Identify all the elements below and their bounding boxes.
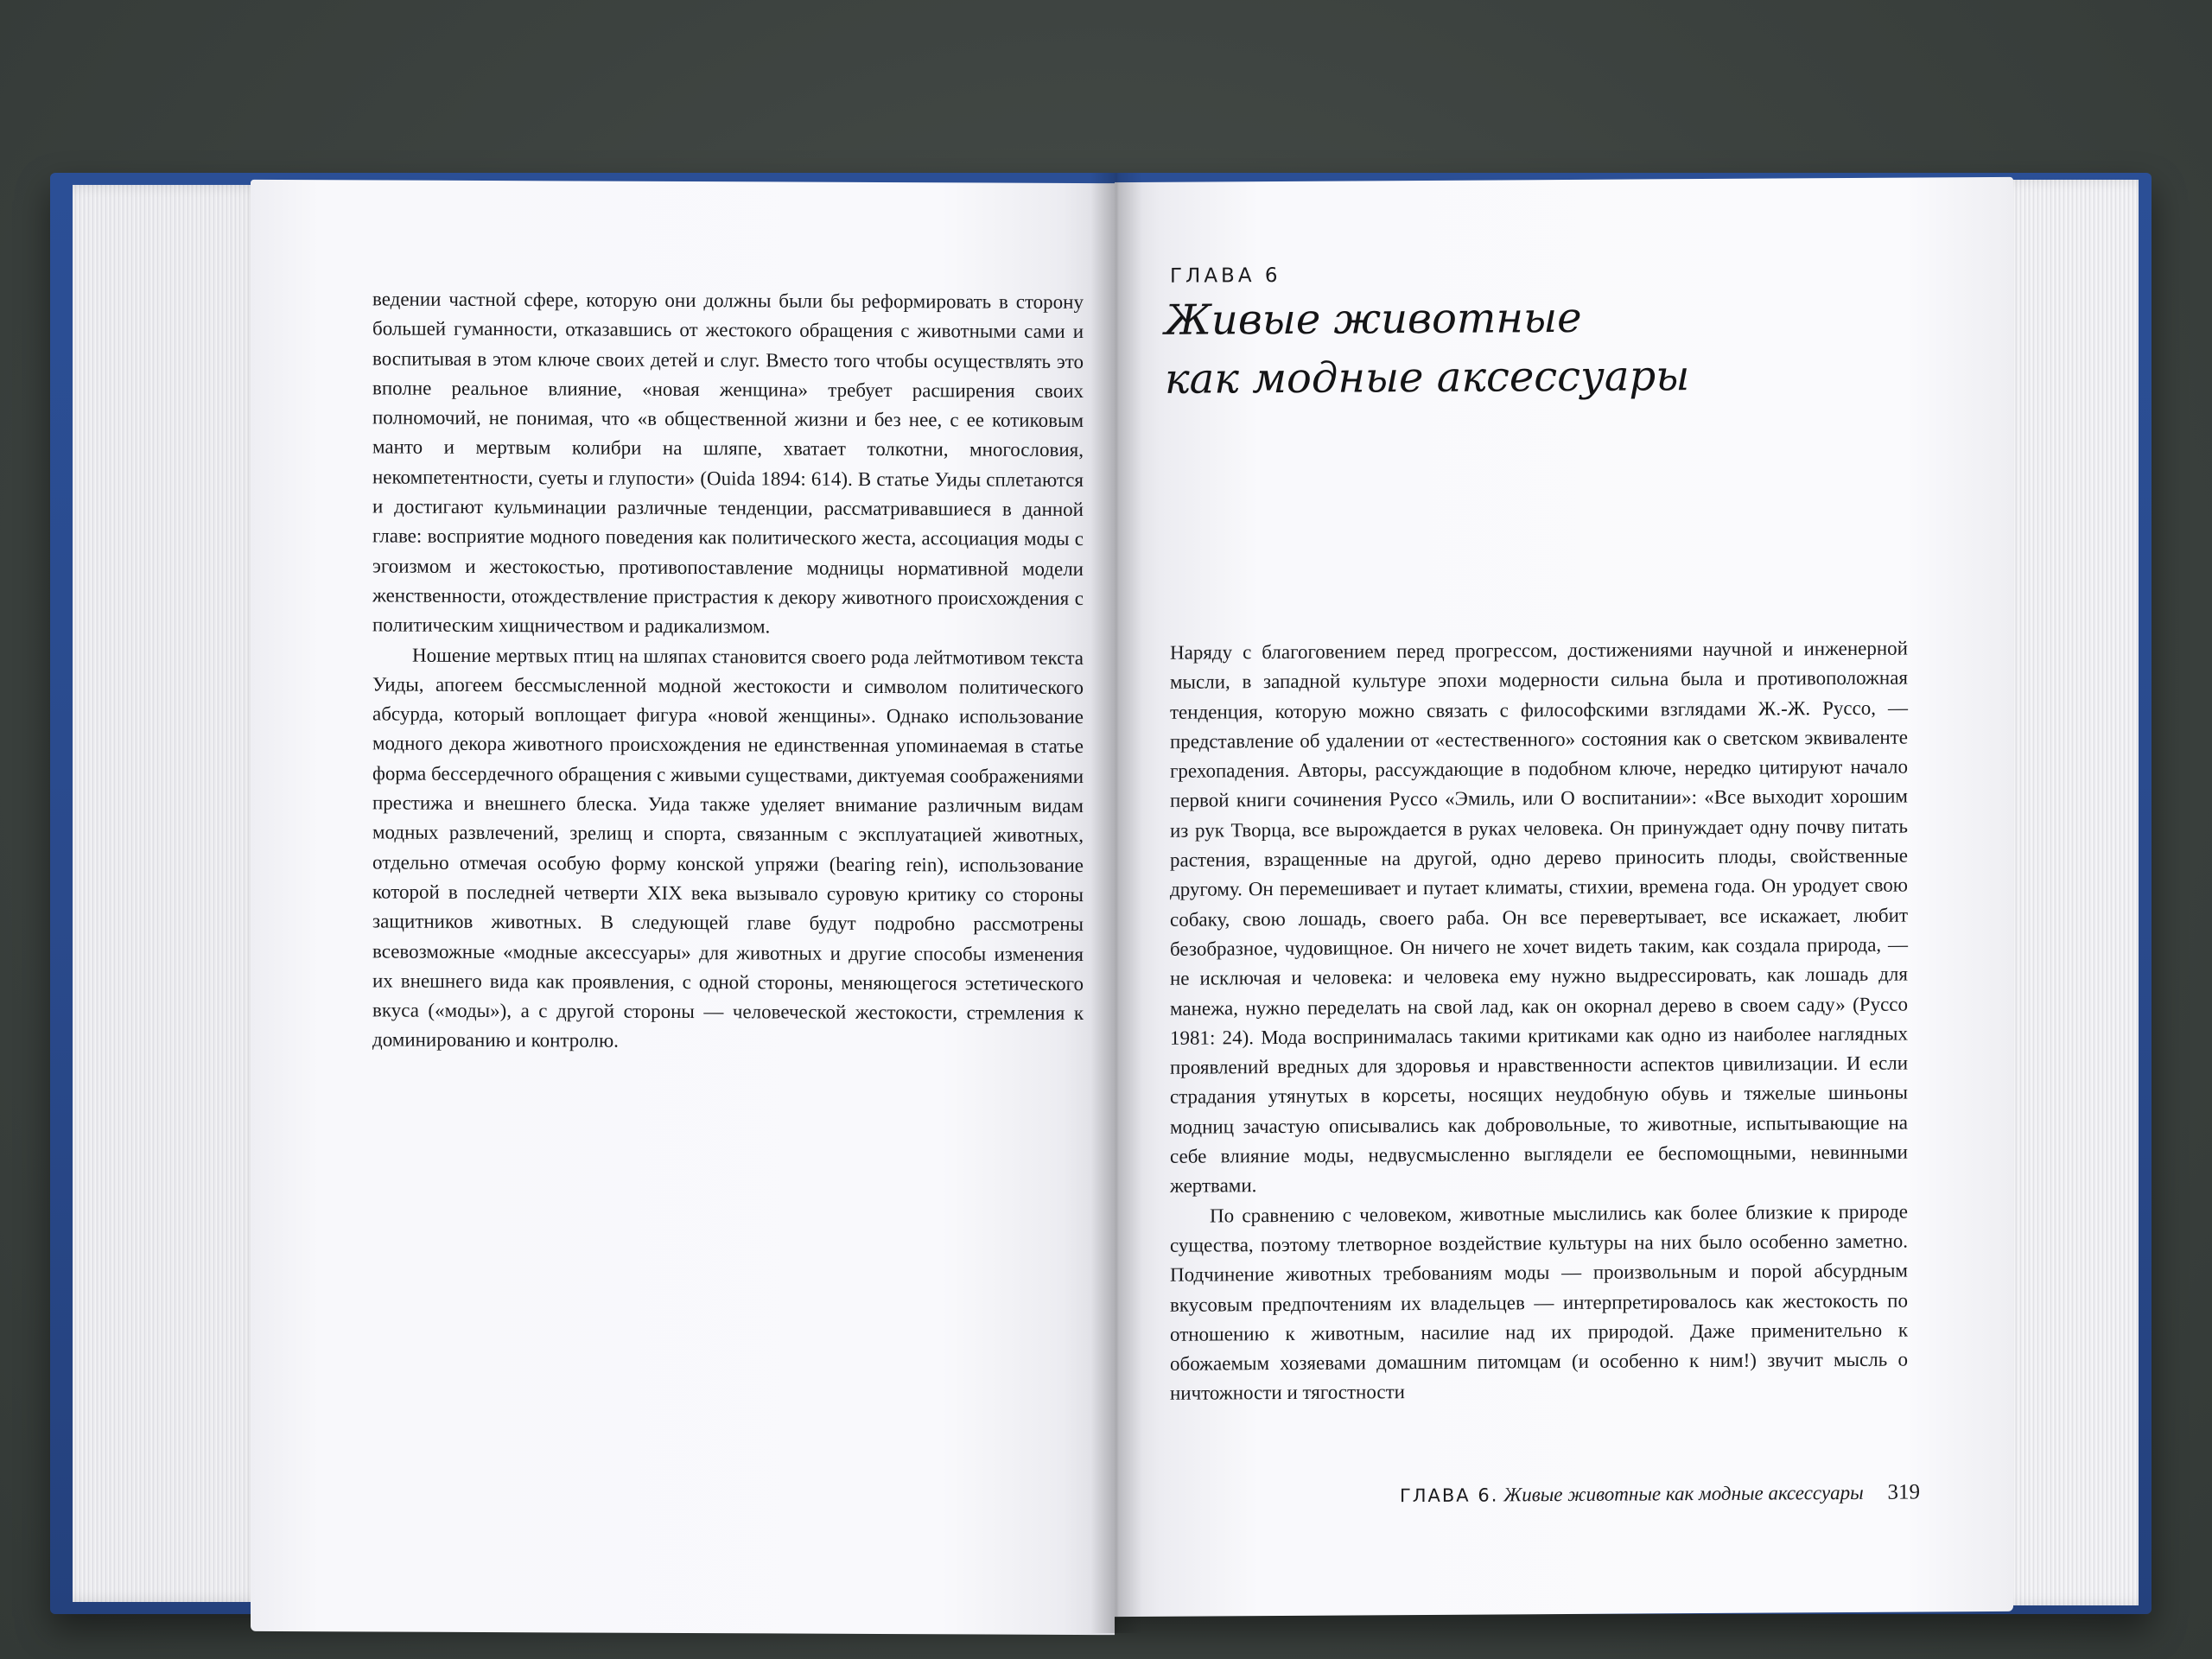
left-paragraph-2: Ношение мертвых птиц на шляпах становится своего рода лейтмотивом текста Уиды, апогеем бессмысленной модной жестокости и символом политического абсурда, который воплощает фигура «новой женщины». Однако использование модного декора животного происхождения не единственная упоминаемая в статье форма бессердечного обращения с живыми существами, диктуемая соображениями престижа и внешнего блеска. Уида также уделяет внимание различным видам модных развлечений, зрелищ и спорта, связанным с эксплуатацией животных, отдельно отмечая особую форму конской упряжи (bearing rein), использование которой в последней четверти XIX века вызывало суровую критику со стороны защитников животных. В следующей главе будут подробно рассмотрены всевозможные «модные аксессуары» для животных и другие способы изменения их внешнего вида как проявления, с одной стороны, меняющегося эстетического вкуса («моды»), а с другой стороны — человеческой жестокости, стремления к доминированию и контролю. (372, 644, 1084, 1052)
chapter-title-line-1: Живые животные (1165, 293, 1582, 345)
left-page-stack (73, 185, 263, 1602)
left-page-text (372, 284, 1084, 1058)
right-paragraph-1: Наряду с благоговением перед прогрессом, достижениями научной и инженерной мысли, в западной культуре эпохи модерности сильна была и противоположная тенденция, которую можно связать с философскими взглядами Ж.-Ж. Руссо, — представление об удалении от «естественного» состояния как о светском эквиваленте грехопадения. Авторы, рассуждающие в подобном ключе, нередко цитируют начало первой книги сочинения Руссо «Эмиль, или О воспитании»: «Все выходит хорошим из рук Творца, все вырождается в руках человека. Он принуждает одну почву питать растения, взращенные на другой, одно дерево приносить плоды, свойственные другому. Он перемешивает и путает климаты, стихии, времена года. Он уродует свою собаку, свою лошадь, своего раба. Он все перевертывает, все искажает, любит безобразное, чудовищное. Он ничего не хочет видеть таким, как создала природа, — не исключая и человека: и человека ему нужно выдрессировать, как лошадь для манежа, нужно переделать на свой лад, как он окорнал дерево в своем саду» (Руссо 1981: 24). Мода воспринималась такими критиками как одно из наиболее наглядных проявлений вредных для здоровья и нравственности аспектов цивилизации. И если страдания утянутых в корсеты, носящих неудобную обувь и тяжелые шиньоны модниц зачастую описывались как добровольные, то животные, испытывающие на себе влияние моды, недвусмысленно выглядели ее беспомощными, невинными жертвами. (1170, 637, 1908, 1198)
right-paragraph-2: По сравнению с человеком, животные мыслились как более близкие к природе существа, поэтому тлетворное воздействие культуры на них было особенно заметно. Подчинение животных требованиям моды — произвольным и порой абсурдным вкусовым предпочтениям их владельцев — интерпретировалось как жестокость по отношению к животным, насилие над их природой. Даже применительно к обожаемым хозяевами домашним питомцам (и особенно к ним!) звучит мысль о ничтожности и тягостности (1170, 1200, 1908, 1405)
right-page-text (1170, 634, 1908, 1409)
chapter-title (1165, 286, 1942, 408)
chapter-label: ГЛАВА 6 (1170, 264, 1281, 288)
footer-chapter-title: Живые животные как модные аксессуары (1503, 1481, 1864, 1506)
chapter-title-line-2: как модные аксессуары (1165, 352, 1690, 404)
right-page-stack (2000, 180, 2139, 1605)
left-paragraph-1: ведении частной сфере, которую они должны были бы реформировать в сторону большей гуманности, отказавшись от жестокого обращения с животными сами и воспитывая в этом ключе своих детей и слуг. Вместо того чтобы осуществлять это вполне реальное влияние, «новая женщина» требует расширения своих полномочий, не понимая, что «в общественной жизни и без нее, с ее котиковым манто и мертвым колибри на шляпе, хватает толкотни, многословия, некомпетентности, суеты и глупости» (Ouida 1894: 614). В статье Уиды сплетаются и достигают кульминации различные тенденции, рассматривавшиеся в данной главе: восприятие модного поведения как политического жеста, ассоциация моды с эгоизмом и жестокостью, противопоставление модницы нормативной модели женственности, отождествление пристрастия к декору животного происхождения с политическим хищничеством и радикализмом. (372, 288, 1084, 638)
left-page-show-through (372, 1096, 1115, 1128)
right-page (1115, 177, 2013, 1617)
footer-chapter-label: ГЛАВА 6. (1399, 1484, 1499, 1507)
running-footer (1170, 1480, 1920, 1509)
left-page (251, 180, 1115, 1635)
page-number: 319 (1887, 1480, 1920, 1504)
